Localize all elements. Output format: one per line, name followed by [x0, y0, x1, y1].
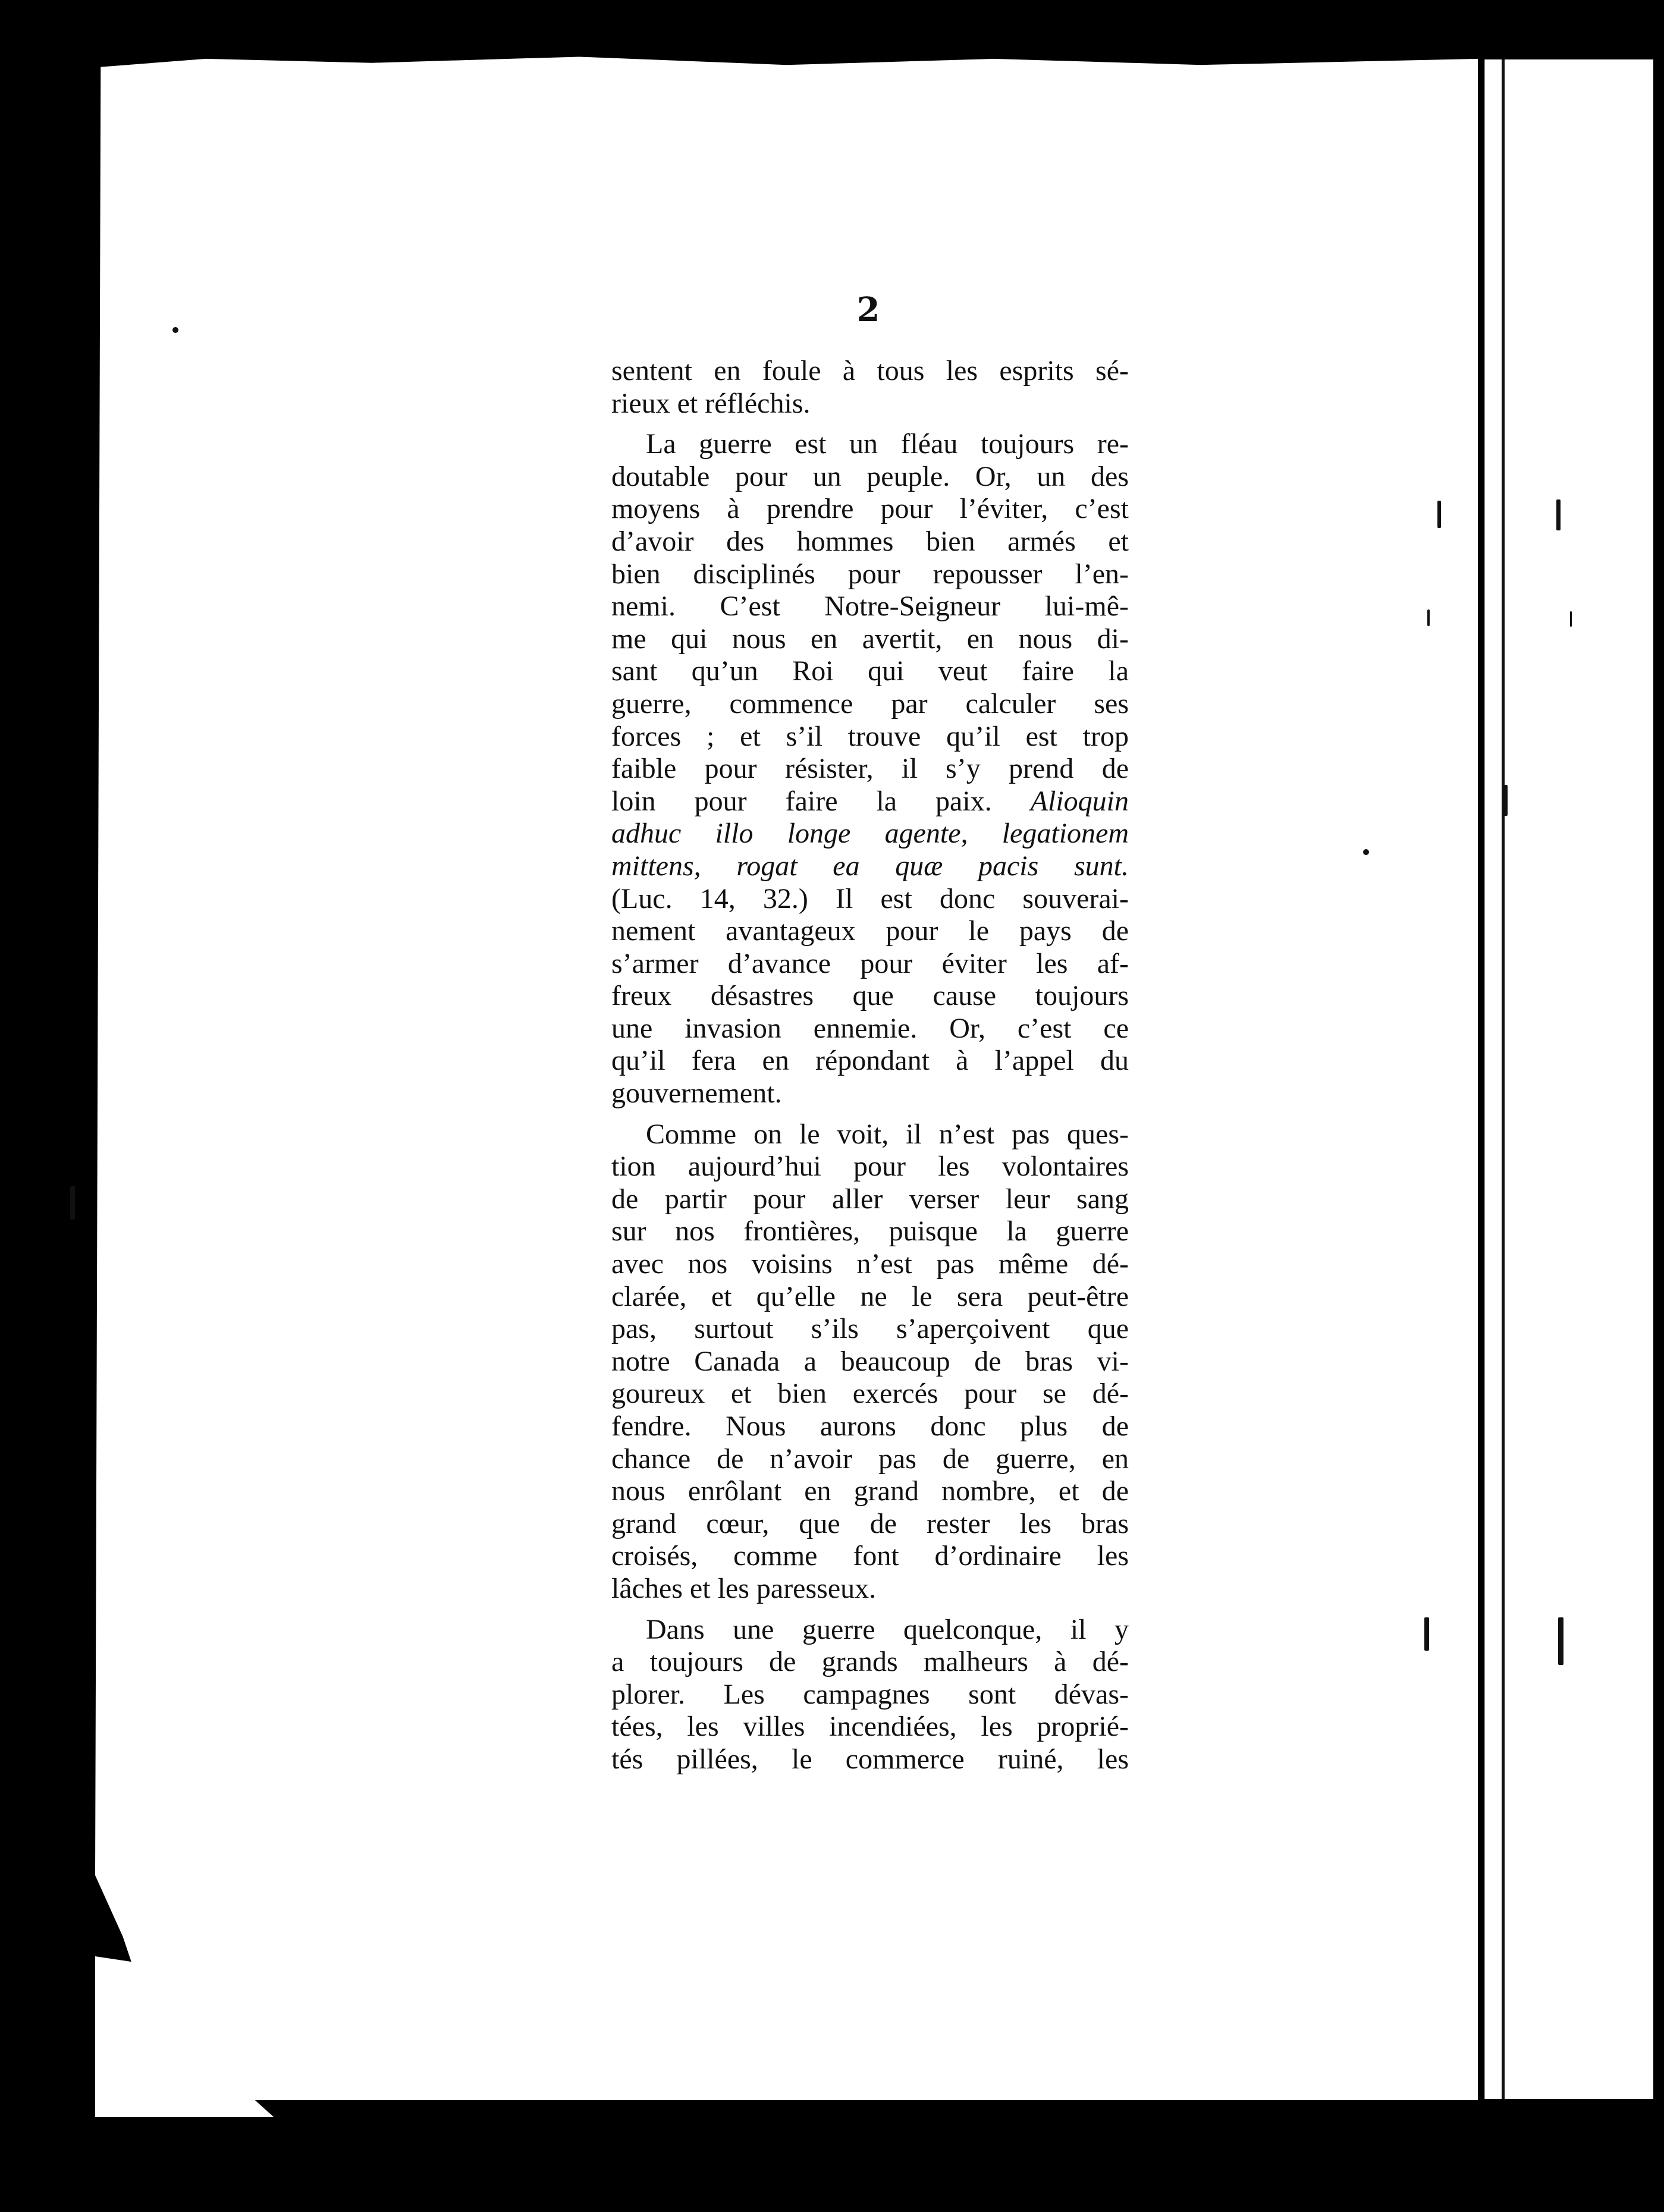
margin-mark	[1556, 499, 1561, 530]
text-line: tion aujourd’hui pour les volontaires	[611, 1151, 1129, 1183]
text-line: rieux et réfléchis.	[611, 387, 811, 419]
stray-dot	[172, 327, 178, 333]
text-line: bien disciplinés pour repousser l’en-	[611, 558, 1129, 590]
text-line: (Luc. 14, 32.) Il est donc souverai-	[611, 882, 1129, 915]
text-line: plorer. Les campagnes sont dévas-	[611, 1678, 1129, 1710]
text-line: adhuc illo longe agente, legationem	[611, 818, 1129, 850]
text-line: s’armer d’avance pour éviter les af-	[611, 947, 1129, 979]
text-line: La guerre est un fléau toujours re-	[646, 428, 1129, 460]
text-line: nement avantageux pour le pays de	[611, 915, 1129, 947]
text-line: goureux et bien exercés pour se dé-	[611, 1378, 1129, 1410]
text-line: nous enrôlant en grand nombre, et de	[611, 1475, 1129, 1507]
text-line: faible pour résister, il s’y prend de	[611, 753, 1129, 785]
text-line: Comme on le voit, il n’est pas ques-	[646, 1118, 1129, 1150]
text-line: qu’il fera en répondant à l’appel du	[611, 1045, 1129, 1077]
body-text	[611, 355, 1129, 1776]
page-number: 2	[856, 290, 880, 329]
text-line: Dans une guerre quelconque, il y	[646, 1613, 1129, 1645]
text-line: tées, les villes incendiées, les proprié-	[611, 1711, 1129, 1743]
text-line: moyens à prendre pour l’éviter, c’est	[611, 493, 1129, 525]
text-line: d’avoir des hommes bien armés et	[611, 525, 1129, 557]
text-line: clarée, et qu’elle ne le sera peut-être	[611, 1280, 1129, 1312]
margin-mark	[1424, 1617, 1429, 1651]
text-line: tés pillées, le commerce ruiné, les	[611, 1743, 1129, 1775]
text-line: gouvernement.	[611, 1077, 782, 1110]
page-edge-line	[1484, 59, 1485, 2099]
text-line: chance de n’avoir pas de guerre, en	[611, 1443, 1129, 1475]
text-line: sant qu’un Roi qui veut faire la	[611, 655, 1129, 687]
text-line: mittens, rogat ea quæ pacis sunt.	[611, 850, 1129, 882]
margin-mark	[1437, 501, 1441, 528]
margin-mark	[1558, 1617, 1563, 1665]
text-line: a toujours de grands malheurs à dé-	[611, 1646, 1129, 1678]
text-line: croisés, comme font d’ordinaire les	[611, 1540, 1129, 1572]
text-line: forces ; et s’il trouve qu’il est trop	[611, 720, 1129, 752]
text-line: de partir pour aller verser leur sang	[611, 1183, 1129, 1215]
margin-mark	[1427, 609, 1430, 626]
text-line: notre Canada a beaucoup de bras vi-	[611, 1345, 1129, 1377]
margin-mark	[1570, 611, 1572, 627]
page-fold-line	[1502, 59, 1505, 2099]
text-line: loin pour faire la paix. Alioquin	[611, 785, 1129, 817]
text-line: une invasion ennemie. Or, c’est ce	[611, 1012, 1129, 1044]
adjacent-page-edge	[1484, 59, 1653, 2099]
text-line: me qui nous en avertit, en nous di-	[611, 623, 1129, 655]
text-line: sentent en foule à tous les esprits sé-	[611, 355, 1129, 387]
text-line: doutable pour un peuple. Or, un des	[611, 460, 1129, 492]
text-line: avec nos voisins n’est pas même dé-	[611, 1248, 1129, 1280]
text-line: fendre. Nous aurons donc plus de	[611, 1410, 1129, 1442]
margin-mark	[70, 1186, 75, 1220]
text-line: nemi. C’est Notre-Seigneur lui-mê-	[611, 590, 1129, 623]
margin-mark	[1502, 785, 1508, 816]
text-line: guerre, commence par calculer ses	[611, 687, 1129, 719]
text-line: pas, surtout s’ils s’aperçoivent que	[611, 1313, 1129, 1345]
stray-dot	[1363, 849, 1369, 855]
text-line: lâches et les paresseux.	[611, 1572, 877, 1604]
text-line: freux désastres que cause toujours	[611, 980, 1129, 1012]
text-line: grand cœur, que de rester les bras	[611, 1507, 1129, 1539]
text-line: sur nos frontières, puisque la guerre	[611, 1215, 1129, 1248]
